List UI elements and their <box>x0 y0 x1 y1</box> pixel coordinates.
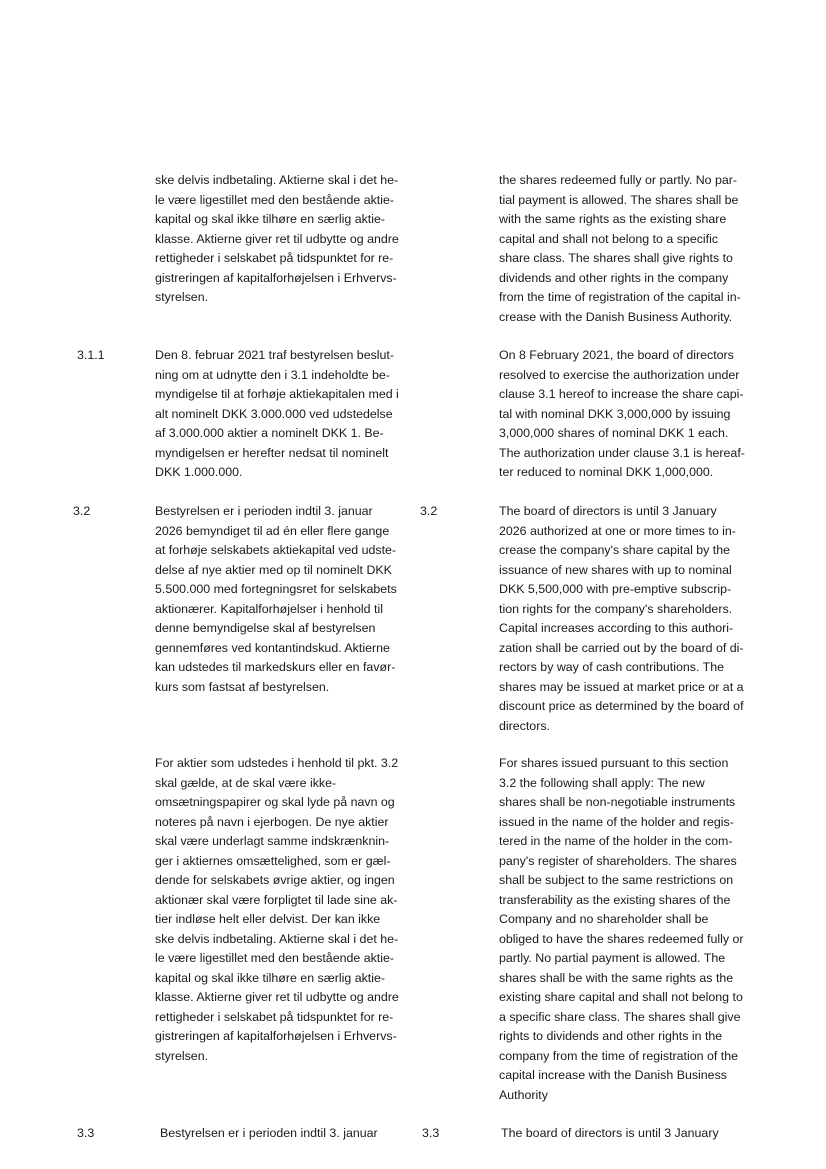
text-line: company from the time of registration of the <box>499 1048 738 1063</box>
text-line: klasse. Aktierne giver ret til udbytte og andre <box>155 231 399 246</box>
english-paragraph <box>501 1124 719 1144</box>
text-line: with the same rights as the existing share <box>499 212 727 226</box>
text-line: tial payment is allowed. The shares shall be <box>499 192 739 207</box>
text-line: Authority <box>499 1087 548 1102</box>
text-line: DKK 5,500,000 with pre-emptive subscrip- <box>499 582 732 596</box>
clause-number-da: 3.2 <box>73 504 91 518</box>
text-line: styrelsen. <box>155 1048 209 1063</box>
text-line: from the time of registration of the capital in- <box>499 290 741 304</box>
text-line: le være ligestillet med den bestående aktie- <box>155 192 394 207</box>
text-line: transferability as the existing shares of the <box>499 892 731 907</box>
text-line: le være ligestillet med den bestående aktie- <box>155 951 394 965</box>
clause-number-da: 3.3 <box>77 1126 95 1140</box>
text-line: kan udstedes til markedskurs eller en favør- <box>155 660 396 674</box>
text-line: klasse. Aktierne giver ret til udbytte og andre <box>155 990 399 1004</box>
text-line: rettigheder i selskabet på tidspunktet for re- <box>155 1009 394 1024</box>
text-line: Bestyrelsen er i perioden indtil 3. januar <box>155 504 373 518</box>
text-line: The board of directors is until 3 January <box>501 1126 719 1140</box>
text-line: The board of directors is until 3 January <box>499 504 717 518</box>
text-line: resolved to exercise the authorization under <box>499 367 740 382</box>
text-line: kapital og skal ikke tilhøre en særlig aktie- <box>155 212 386 226</box>
clause-number-da: 3.1.1 <box>77 348 105 362</box>
text-line: delse af nye aktier med op til nominelt DKK <box>155 562 392 577</box>
english-paragraph <box>499 171 741 327</box>
text-line: rettigheder i selskabet på tidspunktet for re- <box>155 251 394 265</box>
text-line: For shares issued pursuant to this section <box>499 756 729 770</box>
danish-paragraph <box>155 346 399 483</box>
danish-paragraph <box>160 1124 378 1144</box>
text-line: aktionær skal være forpligtet til lade sine ak- <box>155 892 398 907</box>
text-line: pany's register of shareholders. The shares <box>499 853 737 868</box>
text-line: 2026 authorized at one or more times to in- <box>499 523 736 538</box>
text-line: alt nominelt DKK 3.000.000 ved udstedelse <box>155 406 393 421</box>
text-line: tier indløse helt eller delvist. Der kan ikke <box>155 912 381 926</box>
text-line: rectors by way of cash contributions. The <box>499 660 724 674</box>
text-line: a specific share class. The shares shall give <box>499 1009 741 1024</box>
text-line: Den 8. februar 2021 traf bestyrelsen beslut- <box>155 348 394 362</box>
danish-paragraph <box>155 502 397 697</box>
text-line: Capital increases according to this authori- <box>499 621 734 635</box>
danish-paragraph <box>155 754 399 1066</box>
english-paragraph <box>499 346 745 483</box>
text-line: partly. No partial payment is allowed. The <box>499 951 726 965</box>
english-paragraph <box>499 754 744 1105</box>
text-line: directors. <box>499 718 550 733</box>
text-line: af 3.000.000 aktier a nominelt DKK 1. Be- <box>155 426 384 440</box>
text-line: ske delvis indbetaling. Aktierne skal i det he- <box>155 931 399 946</box>
text-line: styrelsen. <box>155 290 209 304</box>
text-line: skal gælde, at de skal være ikke- <box>155 775 337 790</box>
text-line: clause 3.1 hereof to increase the share capi- <box>499 387 744 401</box>
text-line: crease the company's share capital by the <box>499 543 731 557</box>
text-line: dende for selskabets øvrige aktier, og ingen <box>155 873 395 887</box>
text-line: kapital og skal ikke tilhøre en særlig aktie- <box>155 970 386 985</box>
text-line: ske delvis indbetaling. Aktierne skal i det he- <box>155 173 399 187</box>
text-line: issuance of new shares with up to nominal <box>499 562 732 577</box>
text-line: discount price as determined by the board of <box>499 699 744 713</box>
text-line: rights to dividends and other rights in the <box>499 1029 723 1043</box>
text-line: share class. The shares shall give rights to <box>499 251 733 265</box>
text-line: 3,000,000 shares of nominal DKK 1 each. <box>499 426 729 440</box>
text-line: omsætningspapirer og skal lyde på navn og <box>155 795 395 809</box>
text-line: skal være underlagt samme indskrænknin- <box>155 834 390 848</box>
text-line: capital increase with the Danish Business <box>499 1068 727 1082</box>
clause-number-en: 3.2 <box>420 504 438 518</box>
text-line: 2026 bemyndiget til ad én eller flere gange <box>155 523 390 538</box>
text-line: issued in the name of the holder and regis- <box>499 814 734 829</box>
text-line: shares shall be with the same rights as the <box>499 970 734 985</box>
text-line: ning om at udnytte den i 3.1 indeholdte be- <box>155 367 390 382</box>
text-line: shares may be issued at market price or at a <box>499 679 744 694</box>
text-line: aktionærer. Kapitalforhøjelser i henhold til <box>155 601 383 616</box>
text-line: denne bemyndigelse skal af bestyrelsen <box>155 621 376 635</box>
text-line: the shares redeemed fully or partly. No par- <box>499 173 738 187</box>
text-line: Company and no shareholder shall be <box>499 912 709 926</box>
text-line: Bestyrelsen er i perioden indtil 3. januar <box>160 1126 378 1140</box>
text-line: shares shall be non-negotiable instruments <box>499 795 736 809</box>
text-line: ter reduced to nominal DKK 1,000,000. <box>499 465 714 479</box>
text-line: 5.500.000 med fortegningsret for selskabets <box>155 582 397 596</box>
text-line: tered in the name of the holder in the com- <box>499 834 733 848</box>
text-line: On 8 February 2021, the board of directors <box>499 348 734 362</box>
clause-number-en: 3.3 <box>422 1126 440 1140</box>
text-line: 3.2 the following shall apply: The new <box>499 775 705 790</box>
text-line: obliged to have the shares redeemed fully or <box>499 931 744 946</box>
text-line: shall be subject to the same restrictions on <box>499 873 734 887</box>
text-line: The authorization under clause 3.1 is hereaf- <box>499 445 745 460</box>
danish-paragraph <box>155 171 399 308</box>
text-line: kurs som fastsat af bestyrelsen. <box>155 679 330 694</box>
text-line: gistreringen af kapitalforhøjelsen i Erhvervs- <box>155 270 397 285</box>
text-line: existing share capital and shall not belong to <box>499 990 743 1004</box>
text-line: myndigelsen er herefter nedsat til nominelt <box>155 445 389 460</box>
text-line: noteres på navn i ejerbogen. De nye aktier <box>155 814 389 829</box>
text-line: gistreringen af kapitalforhøjelsen i Erhvervs- <box>155 1029 397 1043</box>
text-line: at forhøje selskabets aktiekapital ved udste- <box>155 543 397 557</box>
text-line: capital and shall not belong to a specific <box>499 231 719 246</box>
text-line: ger i aktiernes omsættelighed, som er gæl- <box>155 853 391 868</box>
text-line: DKK 1.000.000. <box>155 465 243 479</box>
english-paragraph <box>499 502 744 736</box>
text-line: gennemføres ved kontantindskud. Aktierne <box>155 640 390 655</box>
text-line: dividends and other rights in the company <box>499 270 729 285</box>
text-line: tal with nominal DKK 3,000,000 by issuing <box>499 406 731 421</box>
text-line: myndigelse til at forhøje aktiekapitalen med i <box>155 387 399 401</box>
text-line: tion rights for the company's shareholders. <box>499 601 733 616</box>
text-line: For aktier som udstedes i henhold til pkt. 3.2 <box>155 756 399 770</box>
text-line: zation shall be carried out by the board of di- <box>499 640 744 655</box>
text-line: crease with the Danish Business Authority. <box>499 309 733 324</box>
